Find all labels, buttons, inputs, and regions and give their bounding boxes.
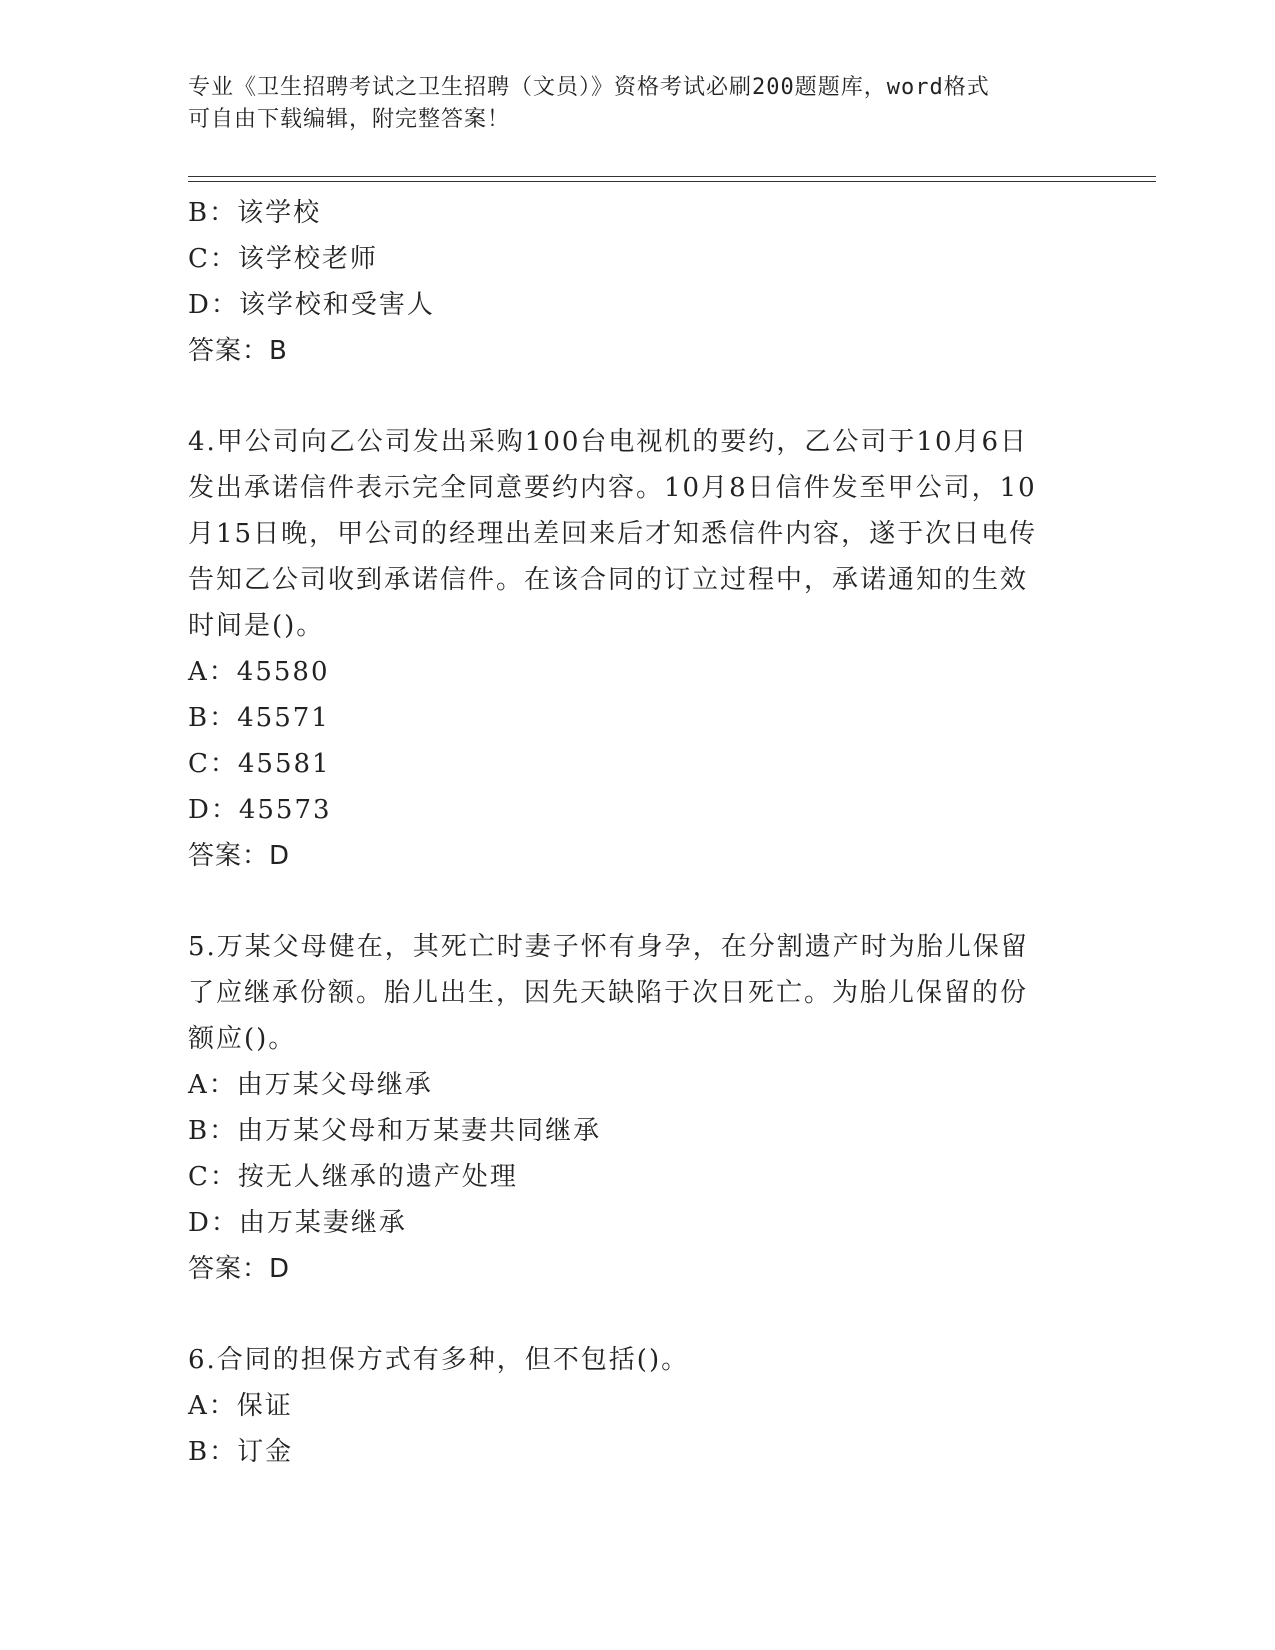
question-3: [188, 190, 1088, 374]
question-stem-line: 了应继承份额。胎儿出生，因先天缺陷于次日死亡。为胎儿保留的份: [188, 978, 1029, 1008]
question-5: [188, 924, 1088, 1292]
option-b: B：由万某父母和万某妻共同继承: [188, 1116, 602, 1146]
question-4: [188, 419, 1088, 879]
option-a: A：由万某父母继承: [188, 1070, 433, 1100]
question-stem-line: 4.甲公司向乙公司发出采购100台电视机的要约，乙公司于10月6日: [188, 427, 1029, 457]
question-stem-line: 时间是()。: [188, 611, 325, 641]
option-d: D：该学校和受害人: [188, 290, 435, 320]
option-d: D：由万某妻继承: [188, 1208, 407, 1238]
header-line-2: 可自由下载编辑，附完整答案！: [188, 107, 511, 132]
answer-line: 答案：B: [188, 336, 288, 366]
option-c: C：该学校老师: [188, 244, 378, 274]
option-c: C：按无人继承的遗产处理: [188, 1162, 518, 1192]
question-stem-line: 发出承诺信件表示完全同意要约内容。10月8日信件发至甲公司，10: [188, 473, 1037, 503]
answer-line: 答案：D: [188, 1254, 291, 1284]
answer-line: 答案：D: [188, 841, 291, 871]
header-line-1: 专业《卫生招聘考试之卫生招聘（文员）》资格考试必刷200题题库，word格式: [188, 75, 990, 100]
page-header: [188, 72, 1068, 136]
header-divider-top: [188, 176, 1156, 177]
question-stem-line: 6.合同的担保方式有多种，但不包括()。: [188, 1345, 690, 1375]
question-stem-line: 额应()。: [188, 1024, 297, 1054]
question-stem-line: 5.万某父母健在，其死亡时妻子怀有身孕，在分割遗产时为胎儿保留: [188, 932, 1029, 962]
question-list: [188, 190, 1088, 1475]
question-stem-line: 月15日晚，甲公司的经理出差回来后才知悉信件内容，遂于次日电传: [188, 519, 1038, 549]
question-stem-line: 告知乙公司收到承诺信件。在该合同的订立过程中，承诺通知的生效: [188, 565, 1029, 595]
option-b: B：订金: [188, 1437, 294, 1467]
option-a: A：45580: [188, 657, 330, 687]
option-a: A：保证: [188, 1391, 293, 1421]
option-c: C：45581: [188, 749, 331, 779]
header-divider-bottom: [188, 181, 1156, 182]
option-b: B：45571: [188, 703, 330, 733]
option-b: B：该学校: [188, 198, 322, 228]
option-d: D：45573: [188, 795, 332, 825]
question-6: [188, 1337, 1088, 1475]
